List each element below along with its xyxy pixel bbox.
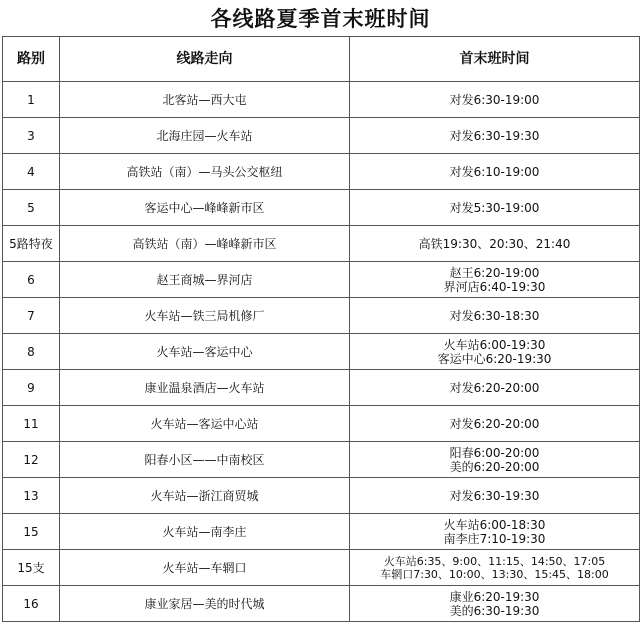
page-title: 各线路夏季首末班时间	[210, 7, 431, 31]
route-cell: 15支	[3, 550, 60, 586]
times-cell	[350, 514, 640, 550]
route-cell: 5路特夜	[3, 226, 60, 262]
times-cell	[350, 226, 640, 262]
time-line: 康业6:20-19:30	[449, 589, 540, 604]
time-line: 火车站6:35、9:00、11:15、14:50、17:05	[383, 554, 606, 568]
direction-cell: 阳春小区——中南校区	[60, 442, 350, 478]
time-line: 对发6:20-20:00	[449, 380, 540, 395]
route-cell: 7	[3, 298, 60, 334]
table-row	[3, 550, 640, 586]
route-cell: 15	[3, 514, 60, 550]
times-cell	[350, 298, 640, 334]
time-line: 对发6:30-19:30	[449, 128, 540, 143]
table-row	[3, 226, 640, 262]
route-cell: 8	[3, 334, 60, 370]
table-row	[3, 442, 640, 478]
times-cell	[350, 154, 640, 190]
route-cell: 9	[3, 370, 60, 406]
table-row	[3, 118, 640, 154]
time-line: 美的6:20-20:00	[449, 459, 540, 474]
table-row	[3, 514, 640, 550]
route-cell: 3	[3, 118, 60, 154]
table-row	[3, 298, 640, 334]
route-cell: 13	[3, 478, 60, 514]
time-line: 阳春6:00-20:00	[449, 445, 540, 460]
time-line: 对发6:20-20:00	[449, 416, 540, 431]
time-line: 美的6:30-19:30	[449, 603, 540, 618]
route-cell: 5	[3, 190, 60, 226]
direction-cell: 火车站—客运中心	[60, 334, 350, 370]
route-cell: 16	[3, 586, 60, 622]
direction-cell: 康业家居—美的时代城	[60, 586, 350, 622]
direction-cell: 客运中心—峰峰新市区	[60, 190, 350, 226]
direction-cell: 高铁站（南）—马头公交枢纽	[60, 154, 350, 190]
direction-cell: 火车站—客运中心站	[60, 406, 350, 442]
time-line: 对发5:30-19:00	[449, 200, 540, 215]
table-row	[3, 370, 640, 406]
table-row	[3, 334, 640, 370]
time-line: 界河店6:40-19:30	[443, 279, 546, 294]
table-row	[3, 154, 640, 190]
times-cell	[350, 442, 640, 478]
table-row	[3, 478, 640, 514]
route-cell: 6	[3, 262, 60, 298]
table-header-row	[3, 37, 640, 82]
direction-cell: 火车站—铁三局机修厂	[60, 298, 350, 334]
route-cell: 12	[3, 442, 60, 478]
route-cell: 11	[3, 406, 60, 442]
direction-cell: 北海庄园—火车站	[60, 118, 350, 154]
schedule-table	[2, 36, 640, 622]
time-line: 客运中心6:20-19:30	[437, 351, 552, 366]
header-route: 路别	[3, 37, 60, 82]
time-line: 赵王6:20-19:00	[449, 265, 540, 280]
time-line: 高铁19:30、20:30、21:40	[418, 236, 571, 251]
direction-cell: 火车站—南李庄	[60, 514, 350, 550]
table-row	[3, 406, 640, 442]
times-cell	[350, 550, 640, 586]
table-row	[3, 82, 640, 118]
time-line: 火车站6:00-18:30	[443, 517, 546, 532]
times-cell	[350, 190, 640, 226]
times-cell	[350, 406, 640, 442]
times-cell	[350, 82, 640, 118]
route-cell: 4	[3, 154, 60, 190]
times-cell	[350, 370, 640, 406]
time-line: 火车站6:00-19:30	[443, 337, 546, 352]
table-row	[3, 586, 640, 622]
times-cell	[350, 118, 640, 154]
direction-cell: 康业温泉酒店—火车站	[60, 370, 350, 406]
times-cell	[350, 334, 640, 370]
times-cell	[350, 586, 640, 622]
direction-cell: 火车站—车辋口	[60, 550, 350, 586]
direction-cell: 火车站—浙江商贸城	[60, 478, 350, 514]
route-cell: 1	[3, 82, 60, 118]
times-cell	[350, 262, 640, 298]
direction-cell: 高铁站（南）—峰峰新市区	[60, 226, 350, 262]
time-line: 对发6:30-18:30	[449, 308, 540, 323]
time-line: 对发6:30-19:30	[449, 488, 540, 503]
header-times: 首末班时间	[350, 37, 640, 82]
direction-cell: 赵王商城—界河店	[60, 262, 350, 298]
table-row	[3, 190, 640, 226]
header-direction: 线路走向	[60, 37, 350, 82]
times-cell	[350, 478, 640, 514]
time-line: 对发6:30-19:00	[449, 92, 540, 107]
table-body	[3, 82, 640, 622]
time-line: 车辋口7:30、10:00、13:30、15:45、18:00	[380, 567, 609, 581]
time-line: 南李庄7:10-19:30	[443, 531, 546, 546]
table-row	[3, 262, 640, 298]
time-line: 对发6:10-19:00	[449, 164, 540, 179]
direction-cell: 北客站—西大屯	[60, 82, 350, 118]
